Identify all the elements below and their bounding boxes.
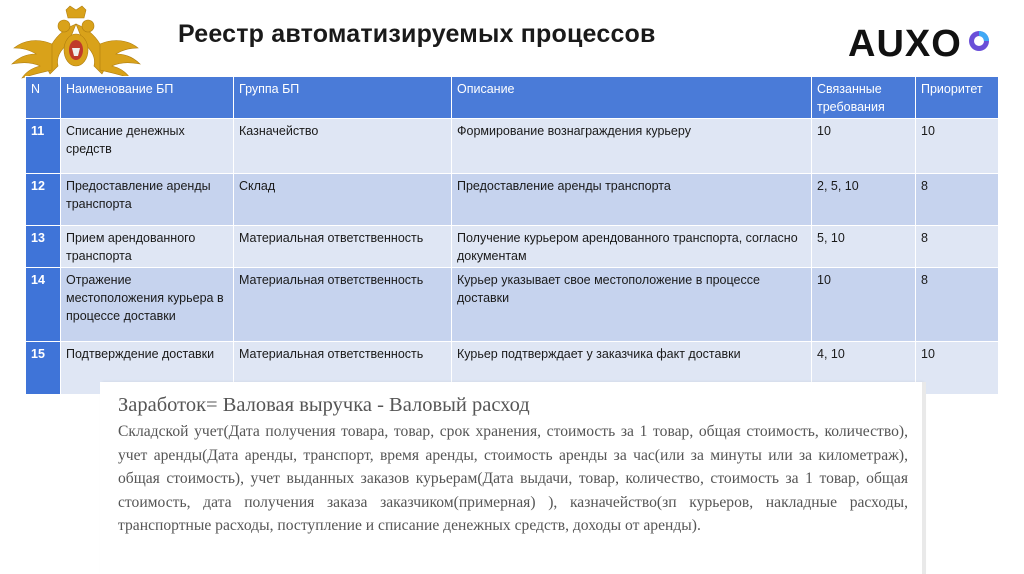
priority: 8 — [916, 268, 999, 342]
process-name: Подтверждение доставки — [61, 342, 234, 395]
process-group: Материальная ответственность — [234, 226, 452, 268]
table-header-row — [26, 77, 999, 119]
process-description: Формирование вознаграждения курьеру — [452, 119, 812, 174]
table-row — [26, 174, 999, 226]
row-number: 13 — [26, 226, 61, 268]
note-heading: Заработок= Валовая выручка - Валовый расход — [118, 394, 530, 416]
process-name: Предоставление аренды транспорта — [61, 174, 234, 226]
note-body: Складской учет(Дата получения товара, товар, срок хранения, стоимость за 1 товар, общая стоимость, количество), учет аренды(Дата аренды, транспорт, время аренды, стоимость аренды за час(или за минуты или за километраж), общая стоимость), учет выданных заказов курьерам(Дата выдачи, товар, количество, стоимость за 1 товар, общая стоимость, дата получения заказа заказчиком(примерная) ), казначейство(зп курьеров, накладные расходы, транспортные расходы, поступление и списание денежных средств, доходы от аренды). — [118, 423, 908, 535]
process-name: Прием арендованного транспорта — [61, 226, 234, 268]
related-requirements: 4, 10 — [812, 342, 916, 395]
row-number: 14 — [26, 268, 61, 342]
priority: 8 — [916, 174, 999, 226]
row-number: 15 — [26, 342, 61, 395]
process-group: Материальная ответственность — [234, 268, 452, 342]
priority: 10 — [916, 342, 999, 395]
process-registry-table — [25, 76, 999, 395]
related-requirements: 5, 10 — [812, 226, 916, 268]
column-header-priority: Приоритет — [916, 77, 999, 119]
column-header-n: N — [26, 77, 61, 119]
process-description: Получение курьером арендованного транспорта, согласно документам — [452, 226, 812, 268]
priority: 8 — [916, 226, 999, 268]
auxo-logo — [848, 22, 998, 72]
row-number: 11 — [26, 119, 61, 174]
process-description: Предоставление аренды транспорта — [452, 174, 812, 226]
coat-of-arms-emblem — [6, 4, 146, 80]
column-header-requirements: Связанные требования — [812, 77, 916, 119]
process-name: Списание денежных средств — [61, 119, 234, 174]
table-row — [26, 119, 999, 174]
process-group: Склад — [234, 174, 452, 226]
related-requirements: 10 — [812, 119, 916, 174]
row-number: 12 — [26, 174, 61, 226]
related-requirements: 10 — [812, 268, 916, 342]
logo-text: AUXO — [848, 23, 962, 65]
logo-accent-icon — [966, 26, 992, 56]
process-group: Казначейство — [234, 119, 452, 174]
column-header-description: Описание — [452, 77, 812, 119]
process-description: Курьер указывает свое местоположение в процессе доставки — [452, 268, 812, 342]
table-row — [26, 268, 999, 342]
process-group: Материальная ответственность — [234, 342, 452, 395]
table-row — [26, 226, 999, 268]
process-description: Курьер подтверждает у заказчика факт доставки — [452, 342, 812, 395]
process-name: Отражение местоположения курьера в процессе доставки — [61, 268, 234, 342]
page-title: Реестр автоматизируемых процессов — [178, 20, 656, 48]
related-requirements: 2, 5, 10 — [812, 174, 916, 226]
priority: 10 — [916, 119, 999, 174]
formula-note-image — [100, 382, 922, 574]
note-shadow-edge — [922, 382, 926, 574]
column-header-group: Группа БП — [234, 77, 452, 119]
column-header-name: Наименование БП — [61, 77, 234, 119]
